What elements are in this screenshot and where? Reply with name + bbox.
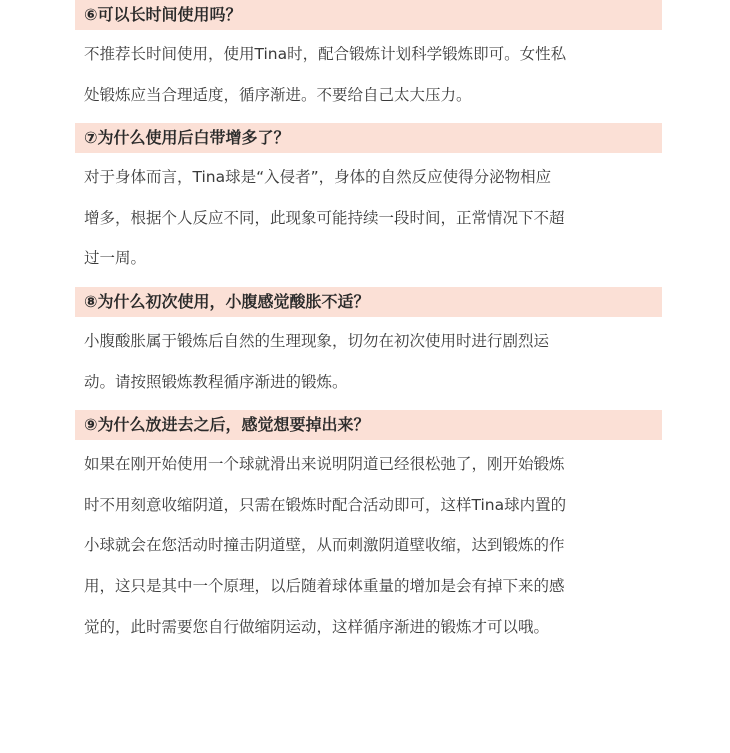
answer-line: 用，这只是其中一个原理，以后随着球体重量的增加是会有掉下来的感	[84, 576, 565, 595]
faq-item-9	[75, 410, 662, 647]
answer-line: 处锻炼应当合理适度，循序渐进。不要给自己太大压力。	[84, 85, 472, 104]
faq-item-7	[75, 123, 662, 279]
answer-line: 小腹酸胀属于锻炼后自然的生理现象，切勿在初次使用时进行剧烈运	[84, 331, 550, 350]
answer-line: 不推荐长时间使用，使用Tina时，配合锻炼计划科学锻炼即可。女性私	[84, 45, 567, 63]
faq-question: ⑧为什么初次使用，小腹感觉酸胀不适？	[75, 287, 662, 317]
answer-line: 小球就会在您活动时撞击阴道壁，从而刺激阴道壁收缩，达到锻炼的作	[84, 536, 565, 555]
answer-line: 过一周。	[84, 249, 147, 268]
answer-line: 增多，根据个人反应不同，此现象可能持续一段时间，正常情况下不超	[84, 208, 565, 227]
faq-item-8	[75, 287, 662, 402]
answer-line: 时不用刻意收缩阴道，只需在锻炼时配合活动即可，这样Tina球内置的	[84, 495, 567, 514]
answer-line: 动。请按照锻炼教程循序渐进的锻炼。	[84, 372, 348, 391]
faq-answer	[75, 34, 662, 115]
faq-question: ⑦为什么使用后白带增多了？	[75, 123, 662, 153]
faq-answer	[75, 444, 662, 647]
faq-question: ⑨为什么放进去之后，感觉想要掉出来？	[75, 410, 662, 440]
faq-answer	[75, 157, 662, 279]
faq-list	[75, 0, 662, 655]
answer-line: 如果在刚开始使用一个球就滑出来说明阴道已经很松弛了，刚开始锻炼	[84, 455, 565, 474]
faq-item-6	[75, 0, 662, 115]
faq-answer	[75, 321, 662, 402]
answer-line: 觉的，此时需要您自行做缩阴运动，这样循序渐进的锻炼才可以哦。	[84, 617, 550, 636]
answer-line: 对于身体而言，Tina球是“入侵者”，身体的自然反应使得分泌物相应	[84, 168, 552, 187]
faq-question: ⑥可以长时间使用吗？	[75, 0, 662, 30]
